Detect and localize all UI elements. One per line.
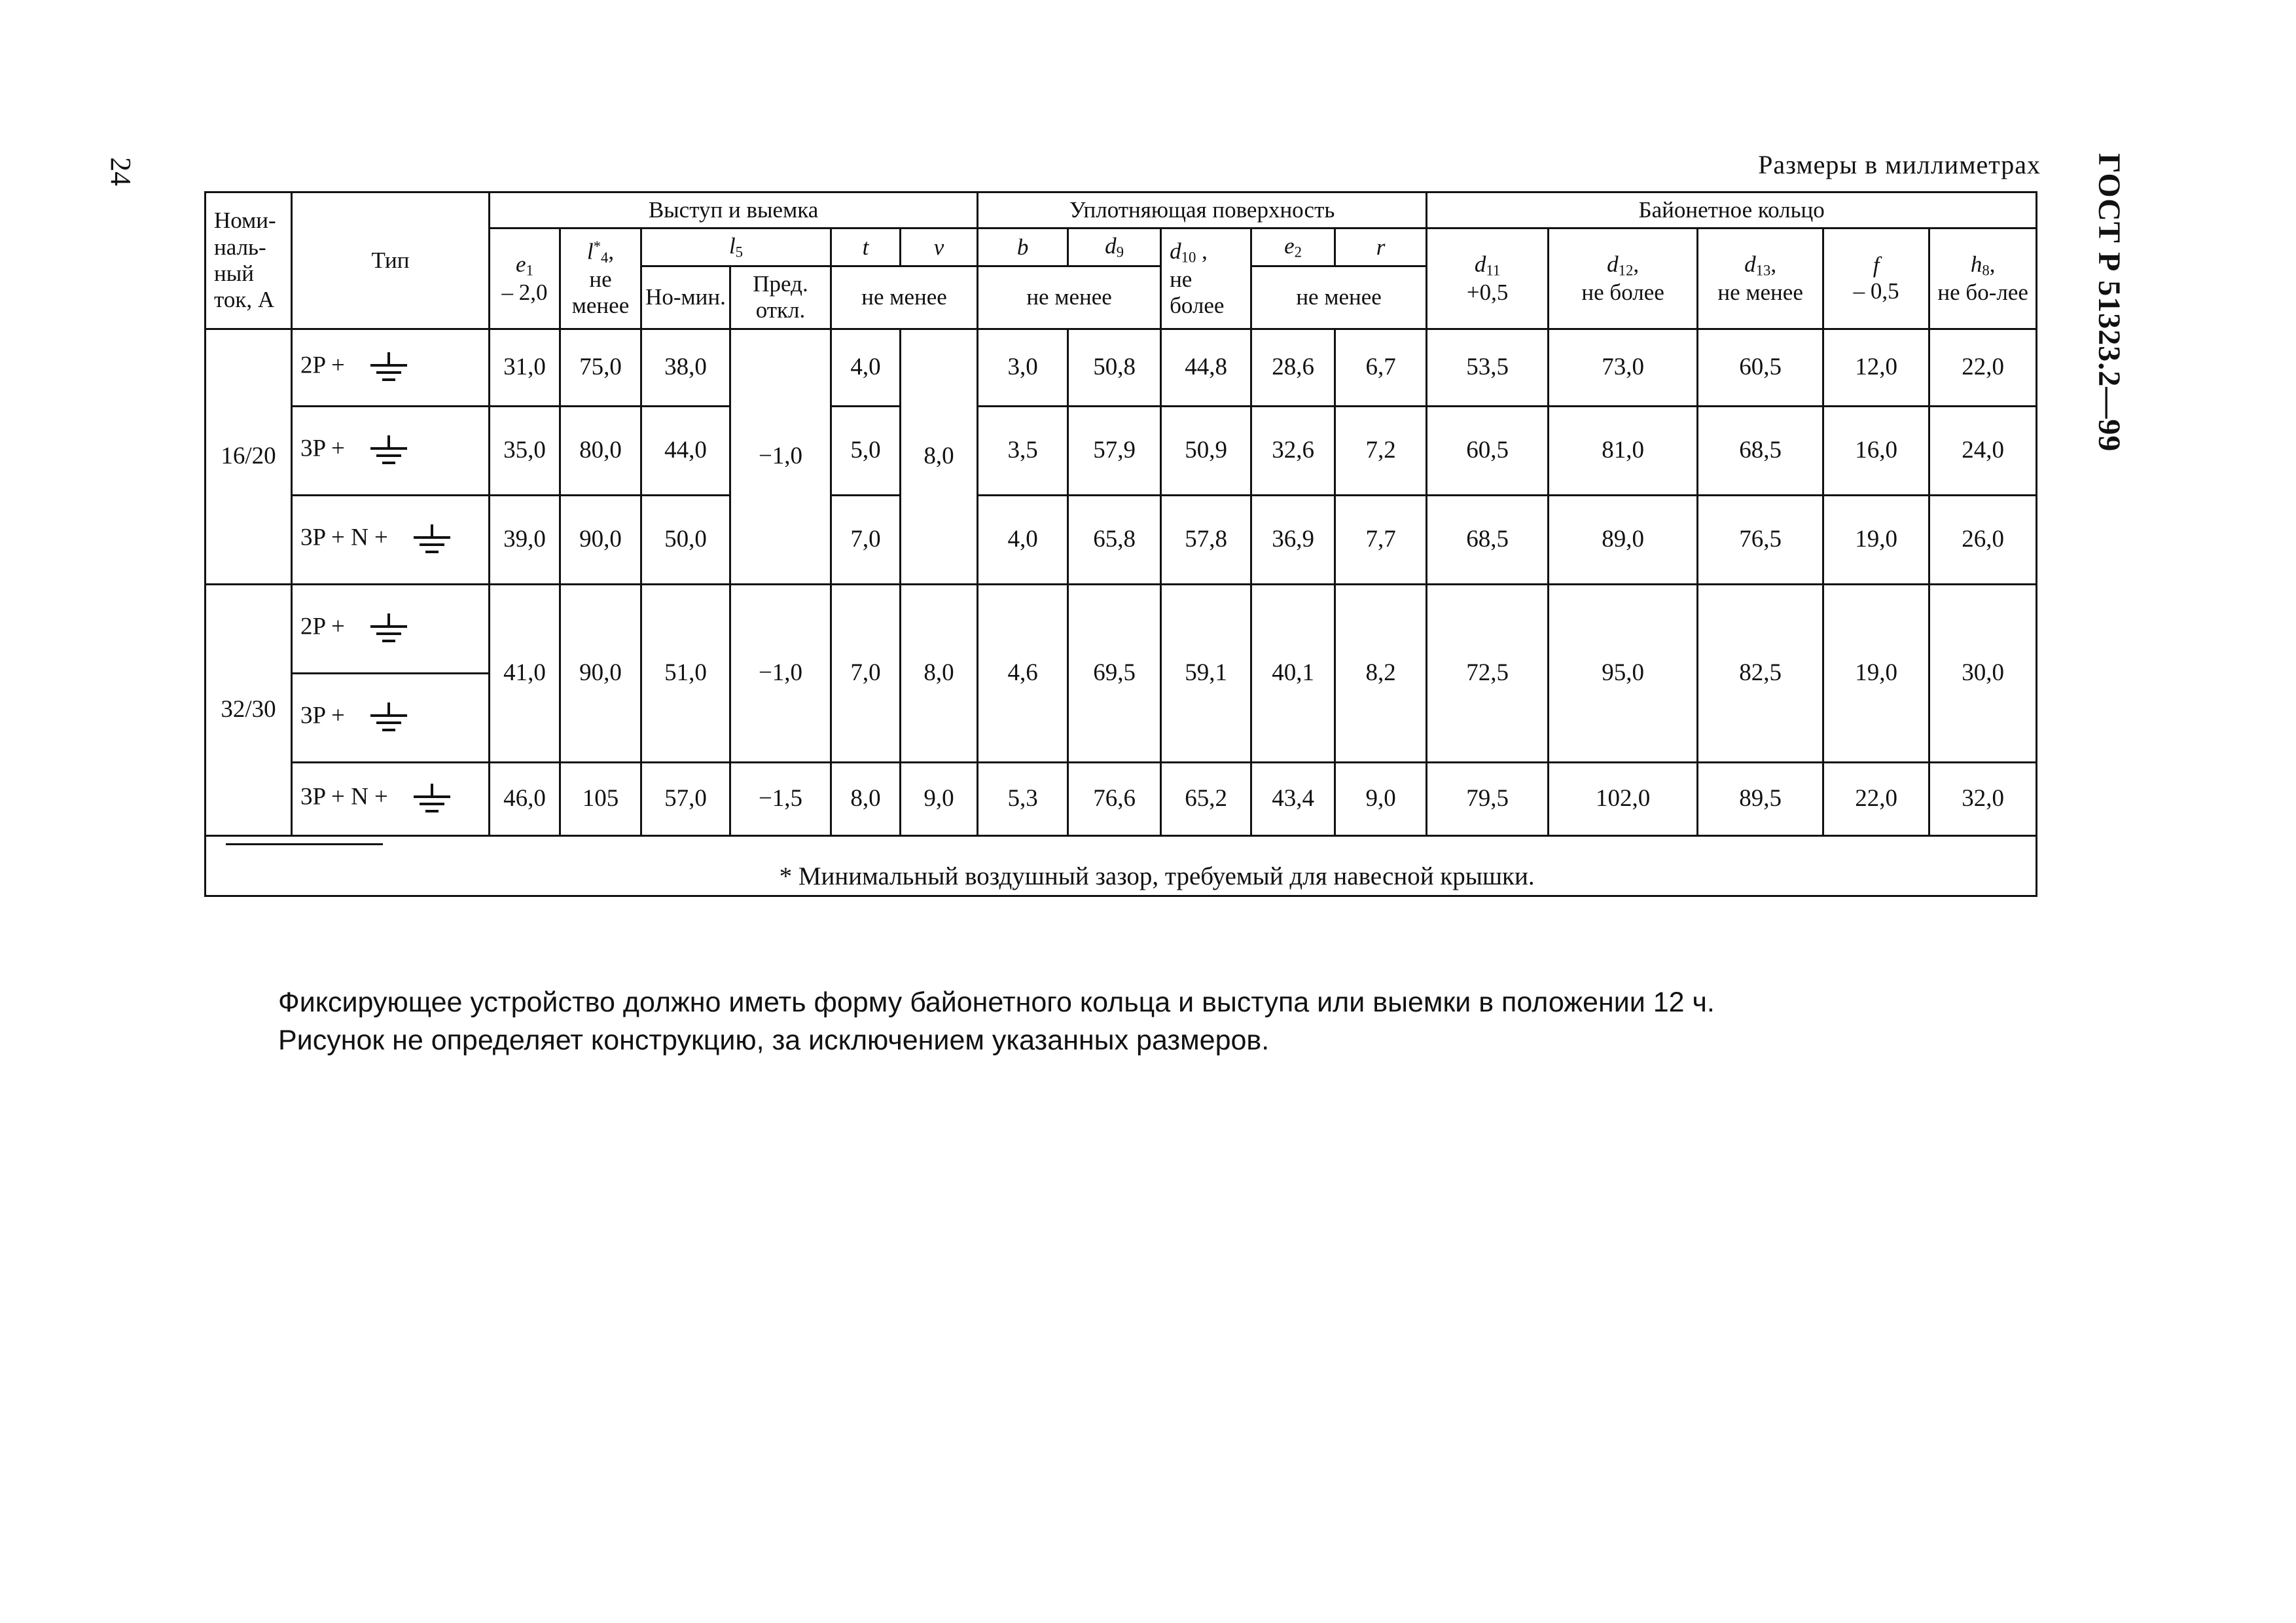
header-bayonet-group: Байонетное кольцо (1427, 192, 2037, 228)
table-row (206, 762, 2037, 835)
header-r: r (1335, 228, 1427, 266)
h8-symbol: h (1970, 251, 1982, 277)
cell-b: 4,0 (978, 495, 1068, 584)
l4-condition: не менее (571, 266, 630, 319)
header-l5-deviation: Пред. откл. (730, 266, 831, 329)
cell-d12: 95,0 (1549, 584, 1698, 762)
cell-f: 19,0 (1823, 495, 1929, 584)
cell-d11: 72,5 (1427, 584, 1549, 762)
cell-r: 7,7 (1335, 495, 1427, 584)
type-label: 3P + (300, 435, 345, 462)
cell-d10: 57,8 (1161, 495, 1251, 584)
d13-subscript: 13 (1755, 262, 1771, 279)
f-symbol: f (1873, 252, 1880, 278)
cell-l5-nominal: 38,0 (641, 329, 730, 406)
cell-d13: 89,5 (1698, 762, 1823, 835)
cell-d11: 68,5 (1427, 495, 1549, 584)
rated-current-32-30: 32/30 (206, 584, 292, 835)
l4-superscript: * (593, 238, 601, 255)
cell-l5-deviation: −1,0 (730, 329, 831, 584)
cell-b: 3,5 (978, 406, 1068, 495)
d12-condition: не более (1581, 279, 1664, 305)
cell-d9: 76,6 (1068, 762, 1161, 835)
cell-l4: 90,0 (560, 584, 641, 762)
header-l5 (641, 228, 831, 266)
cell-t: 4,0 (831, 329, 901, 406)
cell-d11: 79,5 (1427, 762, 1549, 835)
cell-l5-nominal: 50,0 (641, 495, 730, 584)
header-bd9-condition: не менее (978, 266, 1161, 329)
footnote-row (206, 835, 2037, 896)
cell-d13: 82,5 (1698, 584, 1823, 762)
header-l5-nominal: Но-мин. (641, 266, 730, 329)
header-rated-current: Номи-наль-ный ток, А (206, 192, 292, 329)
header-e2r-condition: не менее (1251, 266, 1427, 329)
cell-l5-deviation: −1,5 (730, 762, 831, 835)
l5-symbol: l (728, 233, 736, 259)
header-d11 (1427, 228, 1549, 329)
cell-h8: 24,0 (1929, 406, 2037, 495)
header-e2 (1251, 228, 1335, 266)
type-cell (292, 762, 490, 835)
header-v: v (901, 228, 978, 266)
cell-f: 12,0 (1823, 329, 1929, 406)
table-row (206, 495, 2037, 584)
document-code: ГОСТ Р 51323.2—99 (2092, 153, 2126, 452)
header-row-groups (206, 192, 2037, 228)
ground-icon (408, 520, 456, 558)
cell-v: 8,0 (901, 329, 978, 584)
d10-subscript: 10 (1181, 249, 1196, 266)
cell-d13: 76,5 (1698, 495, 1823, 584)
cell-d10: 50,9 (1161, 406, 1251, 495)
cell-d10: 65,2 (1161, 762, 1251, 835)
paragraph: Фиксирующее устройство должно иметь форму байонетного кольца и выступа или выемки в положении 12 ч. (278, 987, 1715, 1018)
type-cell (292, 673, 490, 762)
d9-symbol: d (1105, 233, 1117, 259)
cell-e2: 43,4 (1251, 762, 1335, 835)
l4-symbol: l (586, 238, 594, 264)
ground-icon (408, 780, 456, 818)
header-d10: $d_{10}$ , не более (1161, 228, 1251, 329)
header-h8: $h_8$, не бо-лее (1929, 228, 2037, 329)
e2-symbol: e (1284, 233, 1295, 259)
cell-e1: 39,0 (490, 495, 560, 584)
cell-f: 19,0 (1823, 584, 1929, 762)
cell-f: 16,0 (1823, 406, 1929, 495)
cell-h8: 22,0 (1929, 329, 2037, 406)
d9-subscript: 9 (1116, 244, 1124, 261)
d10-condition: не более (1170, 266, 1225, 318)
cell-d11: 53,5 (1427, 329, 1549, 406)
cell-b: 3,0 (978, 329, 1068, 406)
cell-e2: 32,6 (1251, 406, 1335, 495)
header-l4: $l^*_4$, не менее (560, 228, 641, 329)
cell-d11: 60,5 (1427, 406, 1549, 495)
cell-b: 5,3 (978, 762, 1068, 835)
d11-tolerance: +0,5 (1466, 279, 1509, 305)
cell-r: 9,0 (1335, 762, 1427, 835)
footnote-text: * Минимальный воздушный зазор, требуемый для навесной крышки. (779, 862, 1535, 890)
cell-e1: 41,0 (490, 584, 560, 762)
e2-subscript: 2 (1294, 244, 1302, 261)
cell-h8: 26,0 (1929, 495, 2037, 584)
cell-d10: 59,1 (1161, 584, 1251, 762)
table-row (206, 329, 2037, 406)
type-label: 3P + (300, 702, 345, 729)
dimensions-table (204, 191, 2037, 897)
cell-l4: 90,0 (560, 495, 641, 584)
cell-t: 7,0 (831, 495, 901, 584)
cell-v: 8,0 (901, 584, 978, 762)
type-label: 3P + N + (300, 524, 388, 551)
ground-icon (365, 431, 412, 469)
h8-condition: не бо-лее (1937, 279, 2028, 305)
footnote-cell (206, 835, 2037, 896)
cell-d13: 60,5 (1698, 329, 1823, 406)
type-cell (292, 495, 490, 584)
cell-d13: 68,5 (1698, 406, 1823, 495)
type-cell (292, 584, 490, 673)
d12-subscript: 12 (1618, 262, 1634, 279)
units-note: Размеры в миллиметрах (1758, 150, 2041, 179)
header-tv-condition: не менее (831, 266, 978, 329)
cell-e2: 28,6 (1251, 329, 1335, 406)
cell-h8: 30,0 (1929, 584, 2037, 762)
cell-l5-nominal: 51,0 (641, 584, 730, 762)
cell-e1: 46,0 (490, 762, 560, 835)
e1-subscript: 1 (526, 262, 533, 279)
cell-l4: 80,0 (560, 406, 641, 495)
cell-r: 7,2 (1335, 406, 1427, 495)
header-d12: $d_{12}$, не более (1549, 228, 1698, 329)
cell-d12: 89,0 (1549, 495, 1698, 584)
cell-v: 9,0 (901, 762, 978, 835)
ground-icon (365, 348, 412, 386)
ground-icon (365, 610, 412, 647)
cell-b: 4,6 (978, 584, 1068, 762)
cell-l5-nominal: 57,0 (641, 762, 730, 835)
cell-r: 6,7 (1335, 329, 1427, 406)
header-sealing-group: Уплотняющая поверхность (978, 192, 1427, 228)
header-d13: $d_{13}$, не менее (1698, 228, 1823, 329)
cell-e1: 35,0 (490, 406, 560, 495)
header-d9 (1068, 228, 1161, 266)
cell-l5-deviation: −1,0 (730, 584, 831, 762)
paragraph: Рисунок не определяет конструкцию, за исключением указанных размеров. (278, 1025, 1270, 1057)
d13-condition: не менее (1717, 279, 1803, 305)
cell-t: 7,0 (831, 584, 901, 762)
d10-symbol: d (1170, 238, 1181, 264)
d13-symbol: d (1744, 251, 1756, 277)
e1-symbol: e (516, 251, 526, 277)
d12-symbol: d (1607, 251, 1619, 277)
h8-subscript: 8 (1982, 262, 1990, 279)
cell-d9: 65,8 (1068, 495, 1161, 584)
table-row (206, 406, 2037, 495)
cell-e2: 40,1 (1251, 584, 1335, 762)
page-number: 24 (105, 157, 137, 186)
type-cell (292, 329, 490, 406)
header-e1 (490, 228, 560, 329)
header-type: Тип (292, 192, 490, 329)
cell-t: 8,0 (831, 762, 901, 835)
type-label: 2P + (300, 352, 345, 379)
d11-symbol: d (1474, 251, 1486, 277)
type-label: 3P + N + (300, 783, 388, 811)
cell-f: 22,0 (1823, 762, 1929, 835)
cell-h8: 32,0 (1929, 762, 2037, 835)
e1-tolerance: – 2,0 (501, 279, 548, 305)
cell-d12: 81,0 (1549, 406, 1698, 495)
cell-l4: 105 (560, 762, 641, 835)
header-b: b (978, 228, 1068, 266)
cell-d9: 69,5 (1068, 584, 1161, 762)
cell-d10: 44,8 (1161, 329, 1251, 406)
cell-d12: 102,0 (1549, 762, 1698, 835)
body-text (278, 983, 2045, 1059)
cell-d9: 50,8 (1068, 329, 1161, 406)
cell-l5-nominal: 44,0 (641, 406, 730, 495)
header-t: t (831, 228, 901, 266)
l5-subscript: 5 (735, 244, 744, 261)
cell-t: 5,0 (831, 406, 901, 495)
cell-d9: 57,9 (1068, 406, 1161, 495)
ground-icon (365, 699, 412, 737)
rated-current-16-20: 16/20 (206, 329, 292, 584)
cell-r: 8,2 (1335, 584, 1427, 762)
type-label: 2P + (300, 613, 345, 640)
cell-e2: 36,9 (1251, 495, 1335, 584)
table-row (206, 584, 2037, 673)
footnote-rule (226, 843, 383, 845)
header-protrusion-group: Выступ и выемка (490, 192, 978, 228)
cell-e1: 31,0 (490, 329, 560, 406)
cell-l4: 75,0 (560, 329, 641, 406)
d11-subscript: 11 (1486, 262, 1501, 279)
cell-d12: 73,0 (1549, 329, 1698, 406)
f-tolerance: – 0,5 (1853, 278, 1899, 304)
l4-subscript: 4 (600, 249, 609, 266)
header-f (1823, 228, 1929, 329)
type-cell (292, 406, 490, 495)
